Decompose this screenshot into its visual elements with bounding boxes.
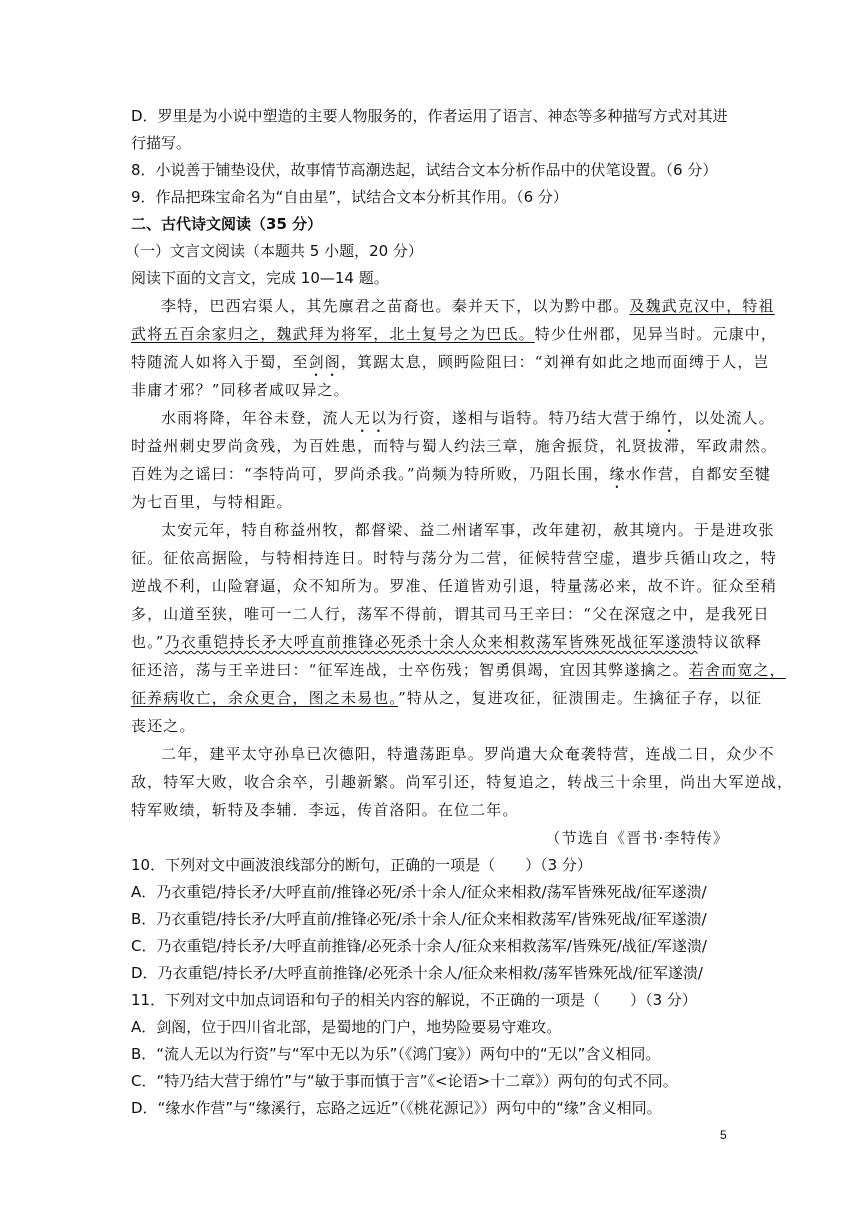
passage-line: 征。征依高据险，与特相持连日。时特与荡分为二营，征候特营空虚，遣步兵循山攻之，特 <box>131 549 778 567</box>
passage-line: 敌，特军大败，收合余卒，引趣新繁。尚军引还，特复追之，转战三十余里，尚出大军逆战， <box>131 773 794 791</box>
q7-option-d-line1: D．罗里是为小说中塑造的主要人物服务的，作者运用了语言、神态等多种描写方式对其进 <box>131 107 728 125</box>
question-11-option: D．“缘水作营”与“缘溪行，忘路之远近”（《桃花源记》）两句中的“缘”含义相同。 <box>131 1099 662 1117</box>
underlined-sentence: 若舍而宽之， <box>688 661 786 679</box>
question-8: 8．小说善于铺垫设伏，故事情节高潮迭起，试结合文本分析作品中的伏笔设置。（6 分） <box>131 161 718 179</box>
passage-line: 时益州刺史罗尚贪残，为百姓患，而特与蜀人约法三章，施舍振贷，礼贤拔滞，军政肃然。 <box>131 437 778 455</box>
passage-line: 逆战不利，山险窘逼，众不知所为。罗准、任道皆劝引退，特量荡必来，故不许。征众至稍 <box>131 577 778 595</box>
question-10-option: B．乃衣重铠/持长矛/大呼直前/推锋必死/杀十余人/征众来相救荡军/皆殊死战/征军遂溃/ <box>131 910 707 928</box>
reading-instruction: 阅读下面的文言文，完成 10—14 题。 <box>131 269 389 287</box>
passage-line: 特随流人如将入于蜀，至剑阁，箕踞太息，顾眄险阻曰：“刘禅有如此之地而面缚于人，岂 <box>131 353 770 371</box>
dotted-term: 无以 <box>354 409 388 427</box>
source-citation: （节选自《晋书·李特传》 <box>545 829 729 847</box>
passage-line: 非庸才邪？”同移者咸叹异之。 <box>131 381 350 399</box>
question-11-option: A．剑阁，位于四川省北部，是蜀地的门户，地势险要易守难攻。 <box>131 1018 562 1036</box>
question-10-stem: 10．下列对文中画波浪线部分的断句，正确的一项是（ ）（3 分） <box>131 856 592 874</box>
question-9: 9．作品把珠宝命名为“自由星”，试结合文本分析其作用。（6 分） <box>131 188 568 206</box>
underlined-sentence: 及魏武克汉中，特祖 <box>629 297 775 315</box>
passage-line: 为七百里，与特相距。 <box>131 493 293 511</box>
question-11-option: C．“特乃结大营于绵竹”与“敏于事而慎于言”《<论语>十二章》）两句的句式不同。 <box>131 1072 678 1090</box>
dotted-term: 竹 <box>661 409 678 427</box>
passage-line: 李特，巴西宕渠人，其先廪君之苗裔也。秦并天下，以为黔中郡。及魏武克汉中，特祖 <box>161 297 775 315</box>
wavy-underlined-line: 也。”乃衣重铠持长矛大呼直前推锋必死杀十余人众来相救荡军皆殊死战征军遂溃特议欲释 <box>131 633 763 651</box>
wavy-underlined-segment: 乃衣重铠持长矛大呼直前推锋必死杀十余人众来相救荡军皆殊死战征军遂溃 <box>164 633 698 651</box>
passage-line: 特军败绩，斩特及李辅．李远，传首洛阳。在位二年。 <box>131 801 519 819</box>
passage-line: 二年，建平太守孙阜已次德阳，特遣荡距阜。罗尚遣大众奄袭特营，连战二日，众少不 <box>161 745 775 763</box>
page-number: 5 <box>720 1128 727 1142</box>
underlined-sentence: 武将五百余家归之，魏武拜为将军，北土复号之为巴氐。 <box>131 325 535 343</box>
passage-line: 征还涪，荡与王辛进曰：“征军连战，士卒伤残；智勇俱竭，宜因其弊遂擒之。若舍而宽之， <box>131 661 786 679</box>
passage-line: 多，山道至狭，唯可一二人行，荡军不得前，谓其司马王辛曰：“父在深寇之中，是我死日 <box>131 605 770 623</box>
passage-line: 太安元年，特自称益州牧，都督梁、益二州诸军事，改年建初，赦其境内。于是进攻张 <box>161 521 775 539</box>
passage-line: 武将五百余家归之，魏武拜为将军，北土复号之为巴氐。特少仕州郡，见异当时。元康中， <box>131 325 778 343</box>
q7-option-d-line2: 行描写。 <box>131 134 192 152</box>
dotted-term: 缘 <box>609 465 626 483</box>
question-11-stem: 11．下列对文中加点词语和句子的相关内容的解说，不正确的一项是（ ）（3 分） <box>131 991 697 1009</box>
question-11-option: B．“流人无以为行资”与“军中无以为乐”（《鸿门宴》）两句中的“无以”含义相同。 <box>131 1045 661 1063</box>
underlined-sentence: 征养病收亡，余众更合，图之未易也。 <box>131 689 399 707</box>
question-10-option: A．乃衣重铠/持长矛/大呼直前/推锋必死/杀十余人/征众来相救/荡军皆殊死战/征军遂溃/ <box>131 883 707 901</box>
passage-line: 水雨将降，年谷未登，流人无以为行资，遂相与诣特。特乃结大营于绵竹，以处流人。 <box>161 409 775 427</box>
question-10-option: C．乃衣重铠/持长矛/大呼直前推锋/必死杀十余人/征众来相救荡军/皆殊死/战征/军遂溃/ <box>131 937 707 955</box>
dotted-term: 剑阁 <box>308 353 341 371</box>
passage-line: 百姓为之谣曰：“李特尚可，罗尚杀我。”尚频为特所败，乃阻长围，缘水作营，自都安至犍 <box>131 465 772 483</box>
passage-line: 征养病收亡，余众更合，图之未易也。”特从之，复进攻征，征溃围走。生擒征子存，以征 <box>131 689 763 707</box>
section-heading: 二、古代诗文阅读（35 分） <box>131 215 323 233</box>
question-10-option: D．乃衣重铠/持长矛/大呼直前推锋/必死杀十余人/征众来相救/荡军皆殊死战/征军遂溃/ <box>131 964 703 982</box>
passage-line: 丧还之。 <box>131 717 196 735</box>
subsection-heading: （一）文言文阅读（本题共 5 小题，20 分） <box>125 242 423 260</box>
